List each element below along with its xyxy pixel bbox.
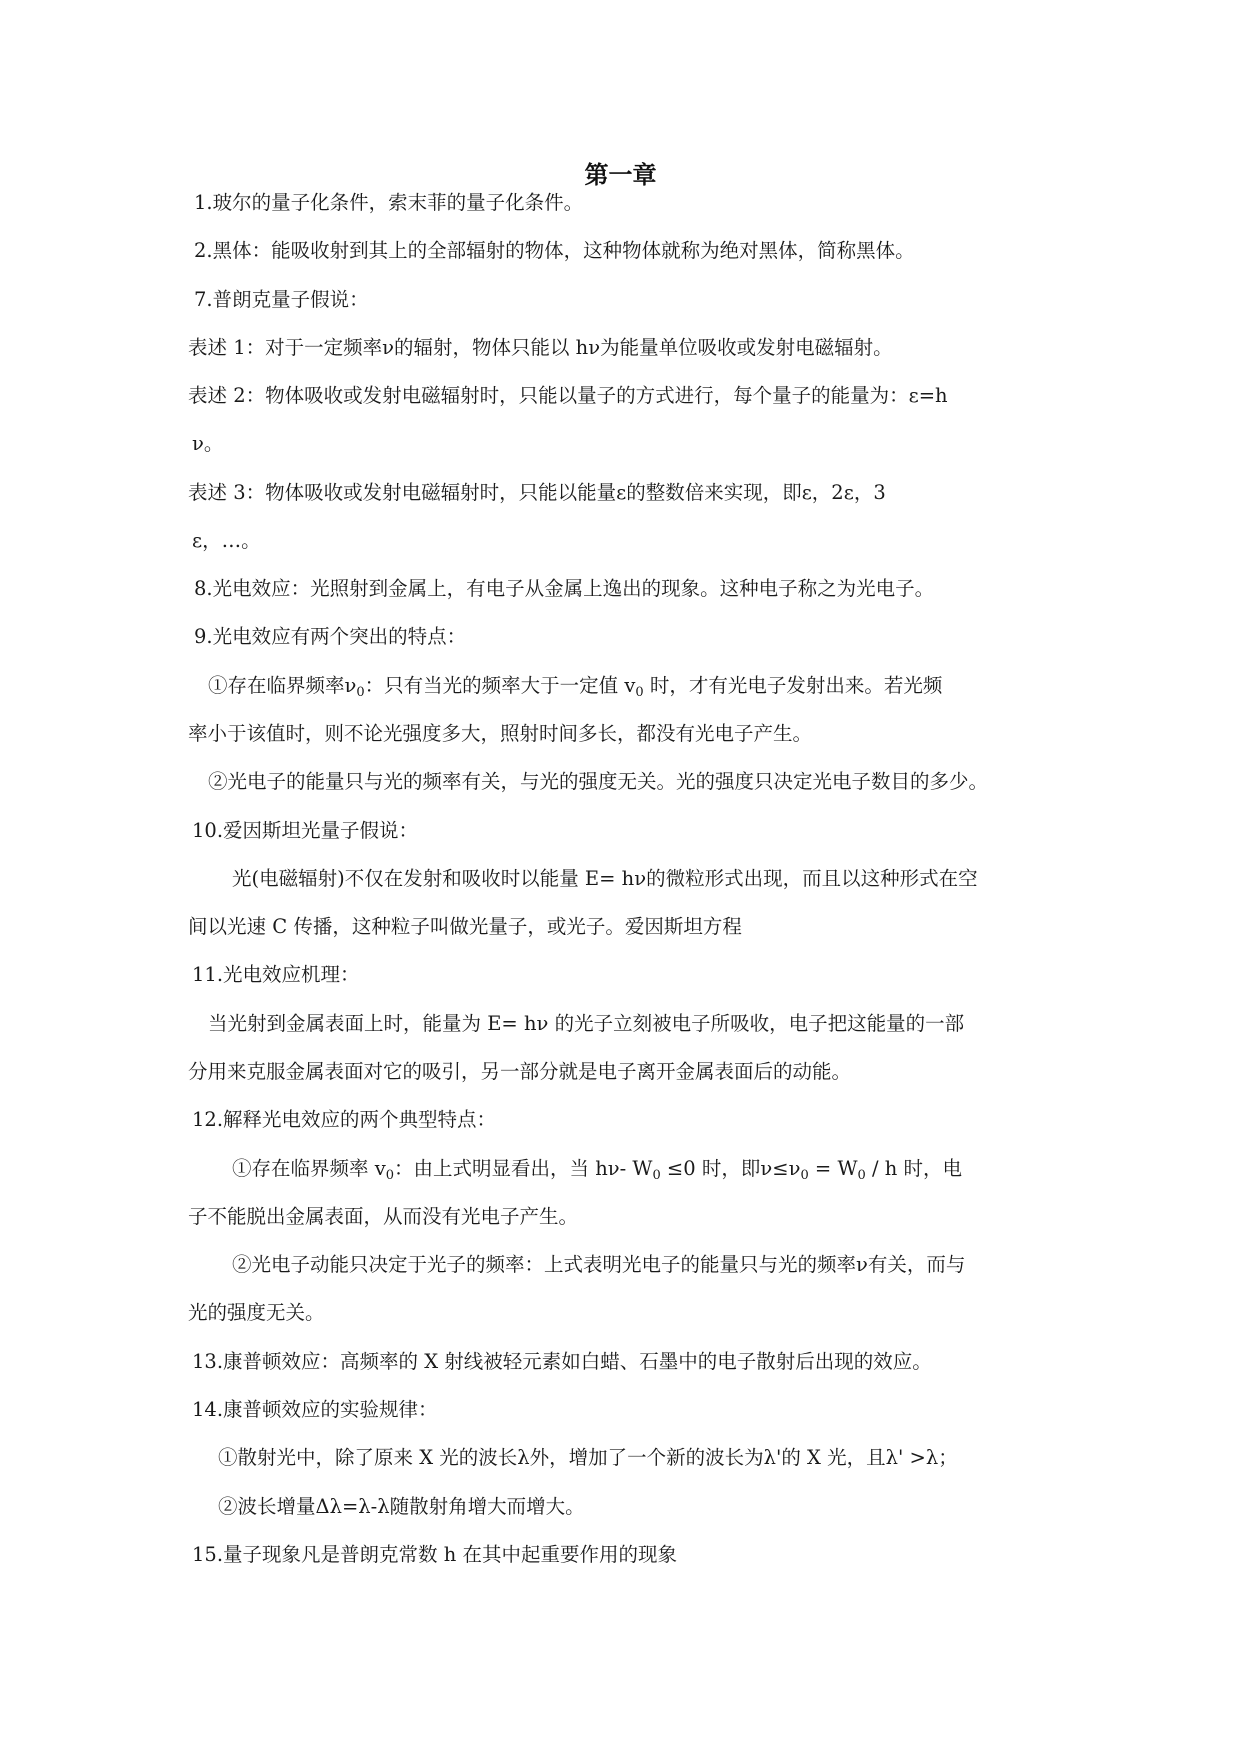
text-line: 分用来克服金属表面对它的吸引，另一部分就是电子离开金属表面后的动能。	[188, 1060, 852, 1083]
text-line: 光的强度无关。	[188, 1301, 325, 1324]
text-line: 14.康普顿效应的实验规律：	[192, 1398, 438, 1421]
text-line: 12.解释光电效应的两个典型特点：	[192, 1108, 497, 1131]
text-line: 13.康普顿效应：高频率的 X 射线被轻元素如白蜡、石墨中的电子散射后出现的效应。	[192, 1350, 932, 1373]
text-line: ②光电子动能只决定于光子的频率：上式表明光电子的能量只与光的频率ν有关，而与	[232, 1253, 966, 1276]
text-line: ①散射光中，除了原来 X 光的波长λ外，增加了一个新的波长为λ'的 X 光，且λ' >λ；	[218, 1446, 958, 1469]
text-line: 表述 2：物体吸收或发射电磁辐射时，只能以量子的方式进行，每个量子的能量为：ε=h	[188, 384, 948, 407]
text-line: ①存在临界频率 $v_0$：由上式明显看出，当 hν- $W_0 \le 0$ 时，即$\nu\le\nu_0 = W_0 / h$ 时，电	[232, 1157, 963, 1183]
text-line: ε，…。	[192, 529, 261, 552]
chapter-title: 第一章	[584, 161, 657, 189]
text-line: 间以光速 C 传播，这种粒子叫做光量子，或光子。爱因斯坦方程	[188, 915, 742, 938]
text-line: 表述 3：物体吸收或发射电磁辐射时，只能以能量ε的整数倍来实现，即ε，2ε，3	[188, 481, 886, 504]
text-line: 10.爱因斯坦光量子假说：	[192, 819, 419, 842]
text-line: 11.光电效应机理：	[192, 963, 360, 986]
text-line: ②波长增量Δλ=λ-λ随散射角增大而增大。	[218, 1495, 585, 1518]
text-line: 8.光电效应：光照射到金属上，有电子从金属上逸出的现象。这种电子称之为光电子。	[194, 577, 935, 600]
text-line: 7.普朗克量子假说：	[194, 288, 369, 311]
text-line: 1.玻尔的量子化条件，索末菲的量子化条件。	[194, 191, 584, 214]
text-line: 15.量子现象凡是普朗克常数 h 在其中起重要作用的现象	[192, 1543, 677, 1566]
text-line: ν。	[192, 432, 224, 455]
text-line: 表述 1：对于一定频率ν的辐射，物体只能以 hν为能量单位吸收或发射电磁辐射。	[188, 336, 893, 359]
text-line: 率小于该值时，则不论光强度多大，照射时间多长，都没有光电子产生。	[188, 722, 813, 745]
text-line: 光(电磁辐射)不仅在发射和吸收时以能量 E= hν的微粒形式出现，而且以这种形式在空	[232, 867, 978, 890]
text-line: 当光射到金属表面上时，能量为 E= hν 的光子立刻被电子所吸收，电子把这能量的一部	[208, 1012, 965, 1035]
text-line: 2.黑体：能吸收射到其上的全部辐射的物体，这种物体就称为绝对黑体，简称黑体。	[194, 239, 915, 262]
text-line: 9.光电效应有两个突出的特点：	[194, 625, 467, 648]
text-line: ①存在临界频率$\nu_0$：只有当光的频率大于一定值 $v_0$ 时，才有光电子发射出来。若光频	[208, 674, 943, 700]
text-line: ②光电子的能量只与光的频率有关，与光的强度无关。光的强度只决定光电子数目的多少。	[208, 770, 989, 793]
text-line: 子不能脱出金属表面，从而没有光电子产生。	[188, 1205, 579, 1228]
